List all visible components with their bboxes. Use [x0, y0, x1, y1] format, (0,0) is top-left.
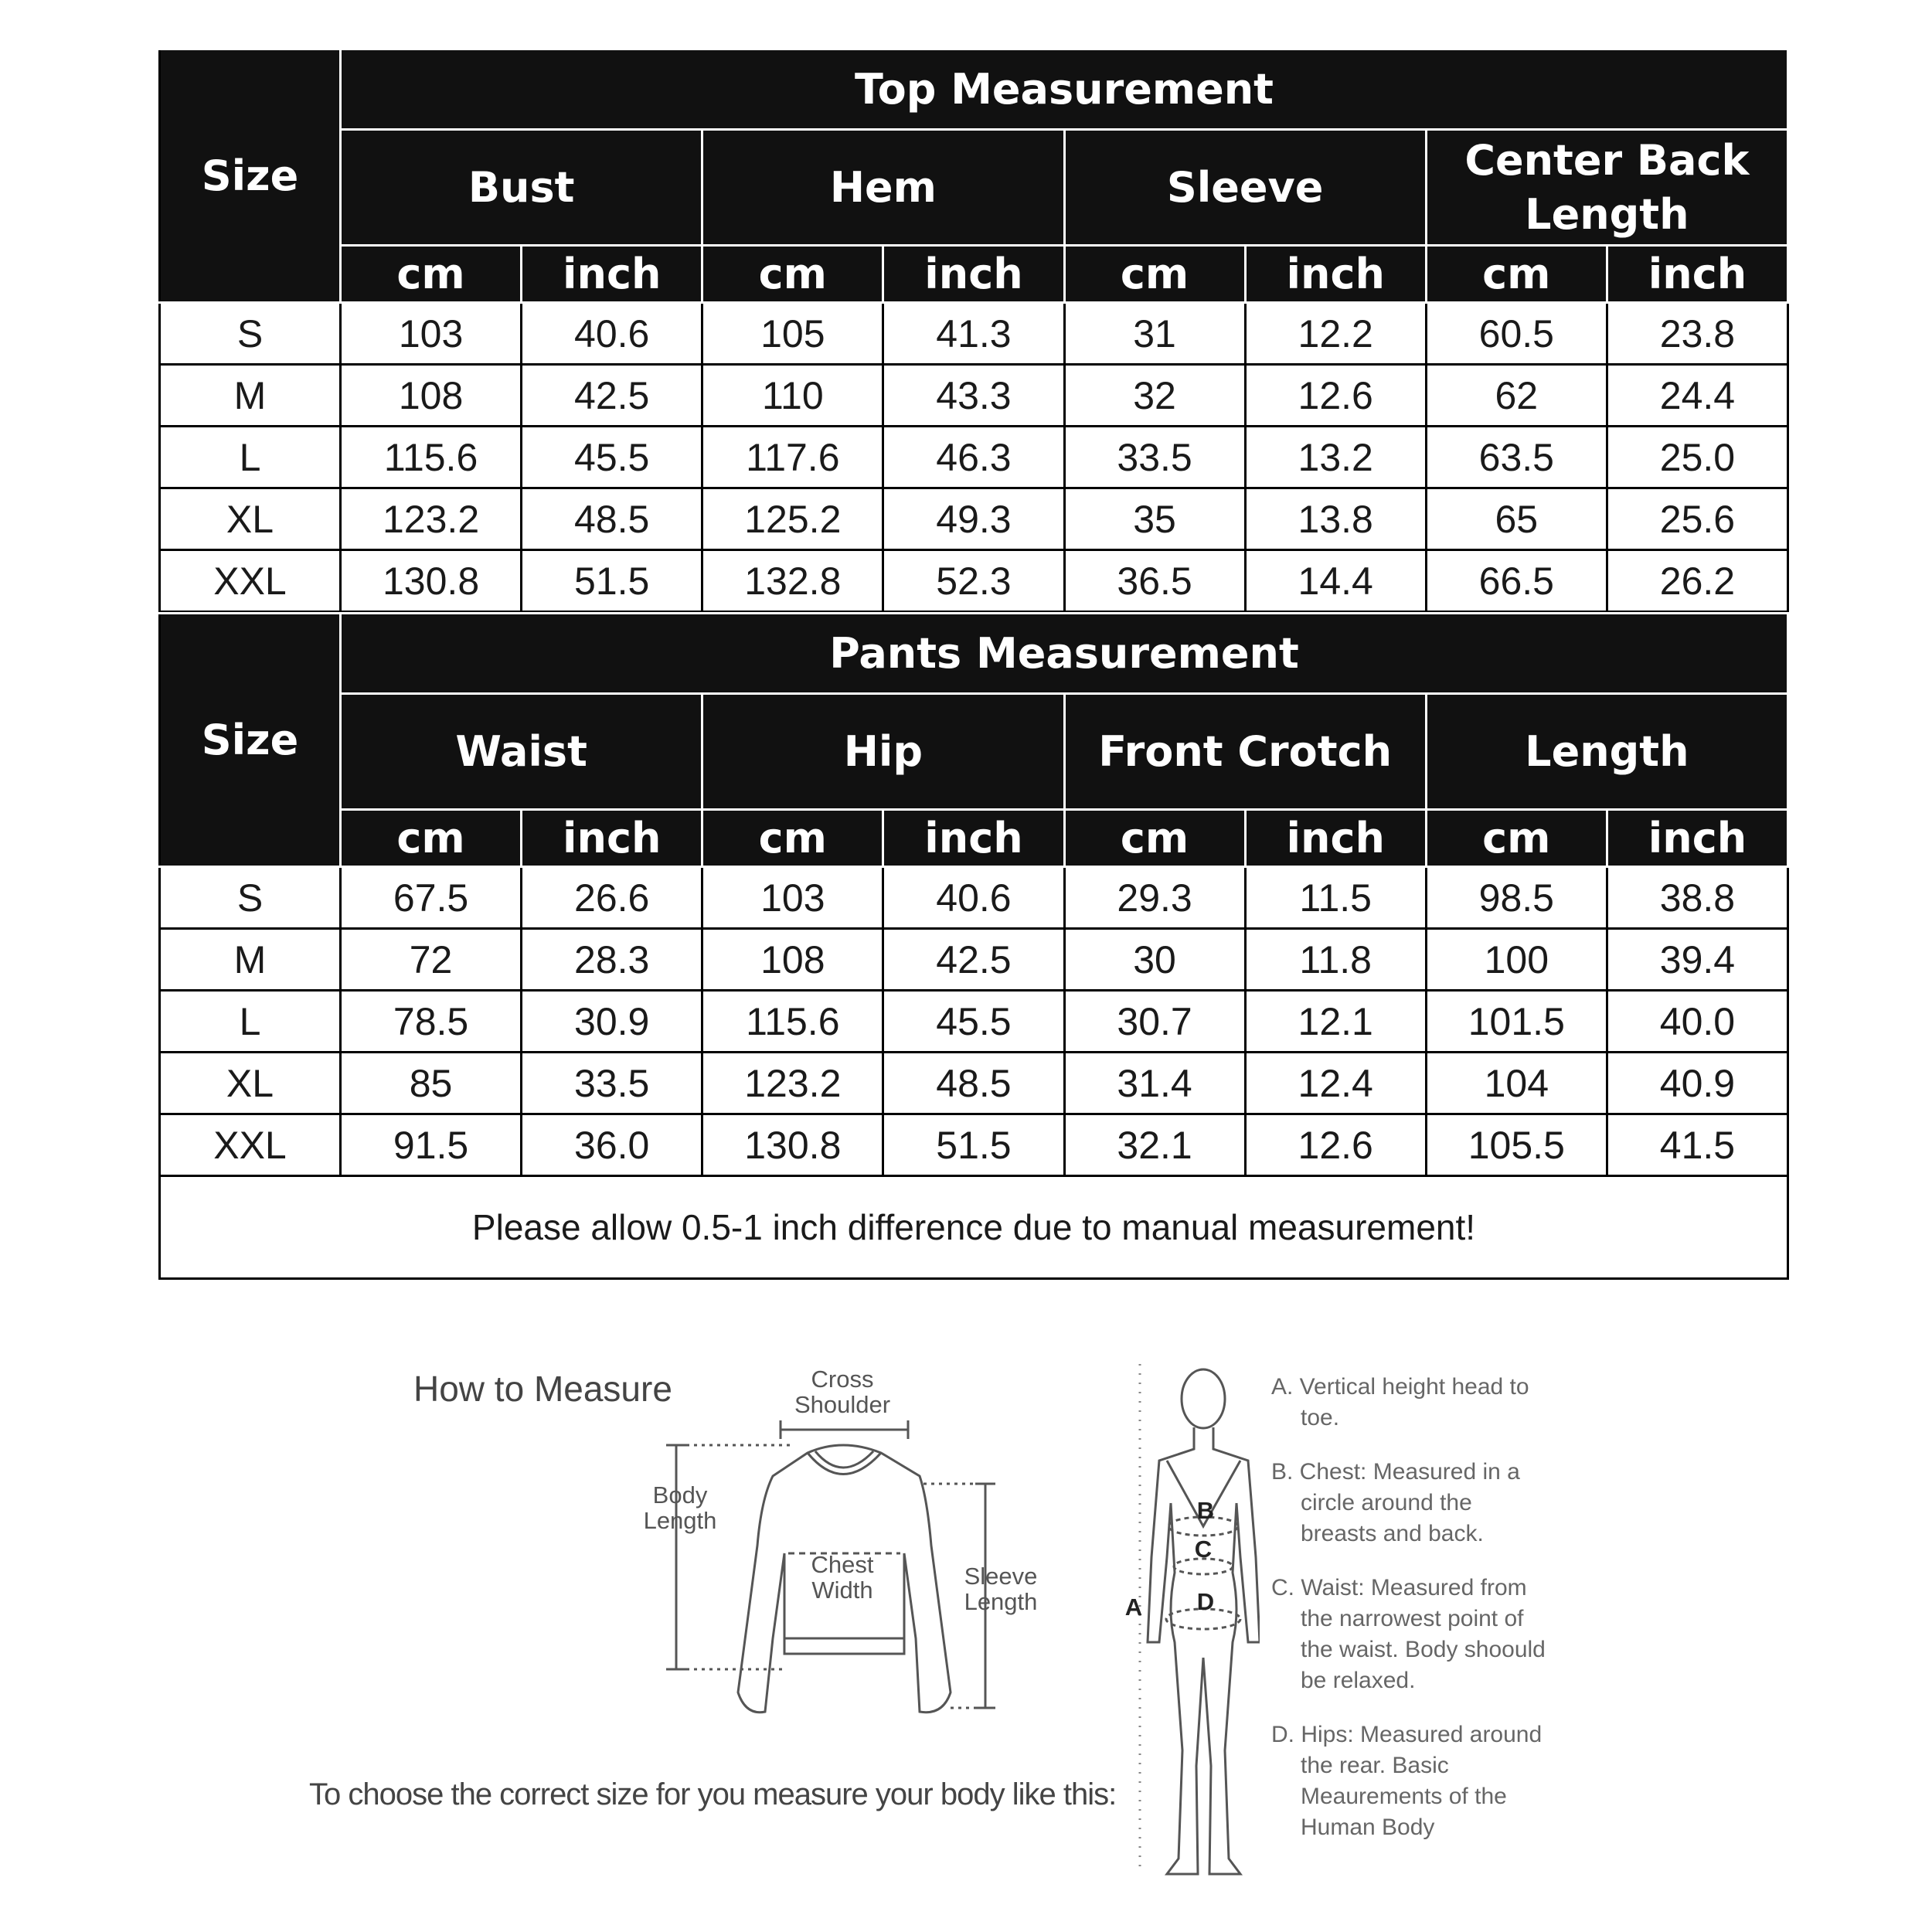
body-measure-notes	[1271, 1372, 1549, 1866]
measurement-cell: 40.9	[1607, 1053, 1787, 1114]
unit-header: cm	[1064, 810, 1245, 867]
measurement-cell: 42.5	[883, 929, 1064, 991]
unit-header: cm	[1064, 246, 1245, 303]
measurement-cell: 103	[341, 303, 522, 365]
measurement-cell: 14.4	[1245, 550, 1426, 612]
measurement-cell: 11.8	[1245, 929, 1426, 991]
size-cell: XL	[160, 1053, 341, 1114]
measurement-cell: 110	[702, 365, 883, 427]
measurement-cell: 85	[341, 1053, 522, 1114]
size-cell: XXL	[160, 550, 341, 612]
unit-header: inch	[883, 246, 1064, 303]
measurement-cell: 72	[341, 929, 522, 991]
measurement-cell: 31.4	[1064, 1053, 1245, 1114]
measurement-cell: 38.8	[1607, 867, 1787, 929]
size-cell: S	[160, 867, 341, 929]
measurement-cell: 45.5	[522, 427, 702, 488]
table-row	[160, 991, 1788, 1053]
measurement-cell: 31	[1064, 303, 1245, 365]
marker-c: C	[1194, 1536, 1213, 1563]
unit-header: cm	[1426, 810, 1607, 867]
center-back-length-header: Center Back Length	[1426, 130, 1787, 246]
table-row	[160, 303, 1788, 365]
table-row	[160, 427, 1788, 488]
measurement-cell: 46.3	[883, 427, 1064, 488]
size-cell: L	[160, 427, 341, 488]
measurement-cell: 104	[1426, 1053, 1607, 1114]
size-header: Size	[160, 614, 341, 867]
measurement-cell: 12.1	[1245, 991, 1426, 1053]
top-measurement-table	[158, 48, 1789, 613]
measurement-cell: 48.5	[522, 488, 702, 550]
choose-size-instruction: To choose the correct size for you measure your body like this:	[309, 1777, 1117, 1811]
measurement-cell: 33.5	[1064, 427, 1245, 488]
measurement-cell: 66.5	[1426, 550, 1607, 612]
measurement-cell: 30.7	[1064, 991, 1245, 1053]
size-cell: XL	[160, 488, 341, 550]
measurement-cell: 98.5	[1426, 867, 1607, 929]
measurement-cell: 39.4	[1607, 929, 1787, 991]
pants-table-body	[160, 867, 1788, 1176]
measurement-cell: 11.5	[1245, 867, 1426, 929]
measurement-cell: 23.8	[1607, 303, 1787, 365]
measurement-cell: 91.5	[341, 1114, 522, 1176]
table-row	[160, 929, 1788, 991]
measurement-cell: 26.6	[522, 867, 702, 929]
measurement-cell: 130.8	[341, 550, 522, 612]
measurement-cell: 60.5	[1426, 303, 1607, 365]
measurement-cell: 13.2	[1245, 427, 1426, 488]
measurement-cell: 12.6	[1245, 1114, 1426, 1176]
unit-header: inch	[522, 810, 702, 867]
measurement-cell: 48.5	[883, 1053, 1064, 1114]
measurement-cell: 123.2	[341, 488, 522, 550]
measurement-cell: 35	[1064, 488, 1245, 550]
marker-d: D	[1196, 1588, 1215, 1615]
measurement-cell: 33.5	[522, 1053, 702, 1114]
unit-header: inch	[522, 246, 702, 303]
marker-b: B	[1196, 1497, 1215, 1524]
note-c: C. Waist: Measured from the narrowest point of the waist. Body shoould be relaxed.	[1271, 1575, 1546, 1693]
measurement-cell: 32.1	[1064, 1114, 1245, 1176]
table-row	[160, 365, 1788, 427]
measurement-cell: 29.3	[1064, 867, 1245, 929]
measurement-cell: 41.5	[1607, 1114, 1787, 1176]
note-d: D. Hips: Measured around the rear. Basic Meaurements of the Human Body	[1271, 1722, 1543, 1840]
measurement-cell: 13.8	[1245, 488, 1426, 550]
measurement-cell: 40.6	[522, 303, 702, 365]
unit-header: cm	[702, 246, 883, 303]
measurement-cell: 65	[1426, 488, 1607, 550]
measurement-cell: 132.8	[702, 550, 883, 612]
measurement-cell: 62	[1426, 365, 1607, 427]
top-measurement-title: Top Measurement	[341, 49, 1788, 130]
waist-header: Waist	[341, 694, 702, 810]
measurement-cell: 25.0	[1607, 427, 1787, 488]
measurement-cell: 78.5	[341, 991, 522, 1053]
measurement-cell: 30.9	[522, 991, 702, 1053]
measurement-cell: 108	[341, 365, 522, 427]
bust-header: Bust	[341, 130, 702, 246]
sleeve-header: Sleeve	[1064, 130, 1426, 246]
measurement-cell: 67.5	[341, 867, 522, 929]
measurement-cell: 36.5	[1064, 550, 1245, 612]
note-a: A. Vertical height head to toe.	[1271, 1374, 1529, 1430]
measurement-cell: 45.5	[883, 991, 1064, 1053]
size-cell: S	[160, 303, 341, 365]
cross-shoulder-label: Cross Shoulder	[794, 1366, 891, 1418]
measurement-cell: 123.2	[702, 1053, 883, 1114]
size-cell: M	[160, 365, 341, 427]
measurement-cell: 24.4	[1607, 365, 1787, 427]
measurement-cell: 36.0	[522, 1114, 702, 1176]
unit-header: inch	[883, 810, 1064, 867]
measurement-cell: 105	[702, 303, 883, 365]
measurement-cell: 42.5	[522, 365, 702, 427]
measurement-cell: 32	[1064, 365, 1245, 427]
top-table-body	[160, 303, 1788, 612]
measurement-cell: 100	[1426, 929, 1607, 991]
front-crotch-header: Front Crotch	[1064, 694, 1426, 810]
unit-header: inch	[1607, 810, 1787, 867]
measurement-cell: 30	[1064, 929, 1245, 991]
measurement-cell: 28.3	[522, 929, 702, 991]
measurement-cell: 40.6	[883, 867, 1064, 929]
measurement-cell: 130.8	[702, 1114, 883, 1176]
measurement-cell: 49.3	[883, 488, 1064, 550]
measurement-cell: 105.5	[1426, 1114, 1607, 1176]
measurement-cell: 12.6	[1245, 365, 1426, 427]
unit-header: cm	[341, 246, 522, 303]
measurement-cell: 12.2	[1245, 303, 1426, 365]
measurement-cell: 52.3	[883, 550, 1064, 612]
size-cell: M	[160, 929, 341, 991]
measurement-cell: 12.4	[1245, 1053, 1426, 1114]
measurement-cell: 51.5	[522, 550, 702, 612]
how-to-measure-title: How to Measure	[413, 1369, 672, 1409]
measurement-cell: 125.2	[702, 488, 883, 550]
pants-measurement-table	[158, 612, 1789, 1280]
size-header: Size	[160, 49, 341, 303]
chest-width-label: Chest Width	[811, 1551, 874, 1604]
size-cell: XXL	[160, 1114, 341, 1176]
unit-header: cm	[702, 810, 883, 867]
measurement-cell: 108	[702, 929, 883, 991]
measurement-cell: 51.5	[883, 1114, 1064, 1176]
hip-header: Hip	[702, 694, 1064, 810]
measurement-cell: 101.5	[1426, 991, 1607, 1053]
measurement-cell: 40.0	[1607, 991, 1787, 1053]
measurement-cell: 26.2	[1607, 550, 1787, 612]
measurement-note: Please allow 0.5-1 inch difference due to manual measurement!	[160, 1176, 1788, 1279]
unit-header: inch	[1245, 810, 1426, 867]
note-b: B. Chest: Measured in a circle around the breasts and back.	[1271, 1459, 1520, 1546]
marker-a: A	[1124, 1594, 1143, 1621]
table-row	[160, 1053, 1788, 1114]
body-length-label: Body Length	[643, 1481, 717, 1534]
measurement-cell: 43.3	[883, 365, 1064, 427]
length-header: Length	[1426, 694, 1787, 810]
pants-measurement-title: Pants Measurement	[341, 614, 1788, 694]
measurement-cell: 117.6	[702, 427, 883, 488]
measurement-cell: 115.6	[341, 427, 522, 488]
human-body-diagram-icon	[1113, 1364, 1260, 1889]
hem-header: Hem	[702, 130, 1064, 246]
measurement-cell: 41.3	[883, 303, 1064, 365]
table-row	[160, 1114, 1788, 1176]
table-row	[160, 488, 1788, 550]
measurement-cell: 103	[702, 867, 883, 929]
size-cell: L	[160, 991, 341, 1053]
table-row	[160, 867, 1788, 929]
measurement-cell: 25.6	[1607, 488, 1787, 550]
unit-header: inch	[1607, 246, 1787, 303]
unit-header: cm	[341, 810, 522, 867]
measurement-cell: 63.5	[1426, 427, 1607, 488]
unit-header: inch	[1245, 246, 1426, 303]
table-row	[160, 550, 1788, 612]
sleeve-length-label: Sleeve Length	[964, 1563, 1038, 1615]
unit-header: cm	[1426, 246, 1607, 303]
measurement-cell: 115.6	[702, 991, 883, 1053]
